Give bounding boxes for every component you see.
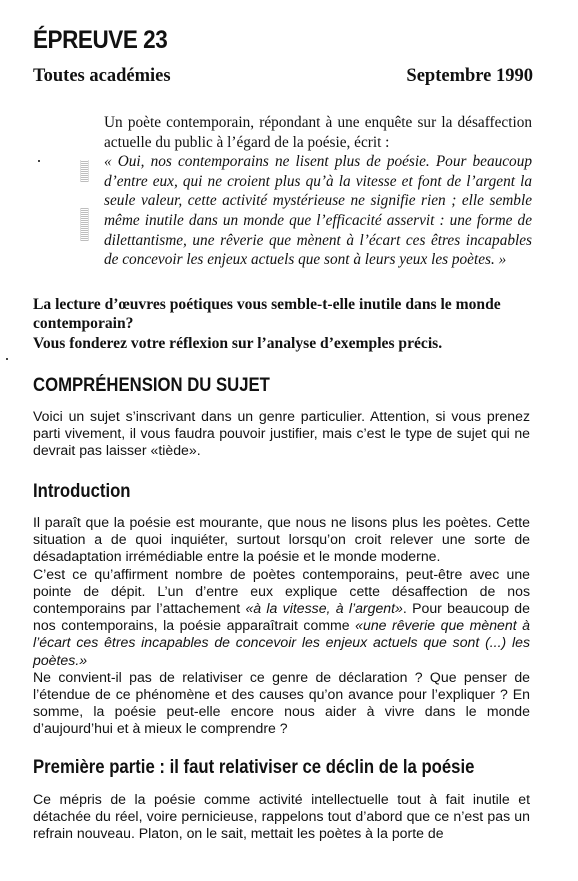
introduction-p2-quote-2: «une rêverie que mènent à l’écart ces êtres incapables de concevoir les enjeux actuels que sont (...) les poètes.» <box>33 617 530 668</box>
introduction-paragraph-2 <box>33 566 530 669</box>
comprehension-paragraph: Voici un sujet s’inscrivant dans un genre particulier. Attention, si vous prenez parti vivement, il vous faudra pouvoir justifier, mais c’est le type de sujet qui ne devrait pas laisser «tiède». <box>33 408 530 459</box>
exam-title: ÉPREUVE 23 <box>33 26 168 54</box>
section-title-introduction: Introduction <box>33 481 131 502</box>
exam-date: Septembre 1990 <box>406 66 533 86</box>
question-line-1: La lecture d’œuvres poétiques vous semble-t-elle inutile dans le monde contemporain? <box>33 296 501 333</box>
margin-dot <box>38 160 40 162</box>
poet-quote: « Oui, nos contemporains ne lisent plus de poésie. Pour beaucoup d’entre eux, qui ne croient plus qu’à la vitesse et font de l’argent la seule valeur, cette activité mystérieuse ne signifie rien ; elle semble même inutile dans un monde que l’efficacité asservit : une forme de dilettantisme, une rêverie que mènent à l’écart ces êtres incapables de concevoir les enjeux actuels que sont à leurs yeux les poètes. » <box>104 153 532 269</box>
margin-mark-top <box>80 160 89 182</box>
question-line-2: Vous fonderez votre réflexion sur l’analyse d’exemples précis. <box>33 334 443 352</box>
introduction-paragraph-3: Ne convient-il pas de relativiser ce genre de déclaration ? Que penser de l’étendue de ce phénomène et des causes qu’on avance pour l’expliquer ? En somme, la poésie peut-elle encore nous aider à vivre dans le monde d’aujourd’hui et à mieux le comprendre ? <box>33 668 530 737</box>
subject-quote-block <box>104 113 532 270</box>
margin-dot <box>6 358 8 360</box>
part1-paragraph: Ce mépris de la poésie comme activité intellectuelle tout à fait inutile et détachée du réel, voire pernicieuse, rappelons tout d’abord que ce n’est pas un refrain nouveau. Platon, on le sait, mettait les poètes à la porte de <box>33 791 530 842</box>
comprehension-text <box>33 408 530 460</box>
subject-intro: Un poète contemporain, répondant à une enquête sur la désaffection actuelle du public à l’égard de la poésie, écrit : <box>104 114 532 151</box>
subject-question <box>33 295 533 353</box>
margin-mark-bottom <box>80 208 89 241</box>
section-title-part-1: Première partie : il faut relativiser ce déclin de la poésie <box>33 757 475 778</box>
introduction-text <box>33 514 530 738</box>
introduction-p2-text-a: C’est ce qu’affirment nombre de poètes contemporains, peut-être avec une pointe de dépit. L’un d’entre eux explique cette désaffection de nos contemporains par l’attachement <box>33 565 530 617</box>
introduction-p2-quote-1: «à la vitesse, à l’argent» <box>245 600 403 617</box>
introduction-p2-text-b: . Pour beaucoup de nos contemporains, la poésie apparaîtrait comme <box>33 600 530 634</box>
part1-text <box>33 791 530 843</box>
section-title-comprehension: COMPRÉHENSION DU SUJET <box>33 375 270 396</box>
introduction-paragraph-1: Il paraît que la poésie est mourante, que nous ne lisons plus les poètes. Cette situation a de quoi inquiéter, surtout lorsqu’on croit relever une sorte de désadaptation irrémédiable entre la poésie et le monde moderne. <box>33 514 530 565</box>
academies-label: Toutes académies <box>33 66 171 86</box>
